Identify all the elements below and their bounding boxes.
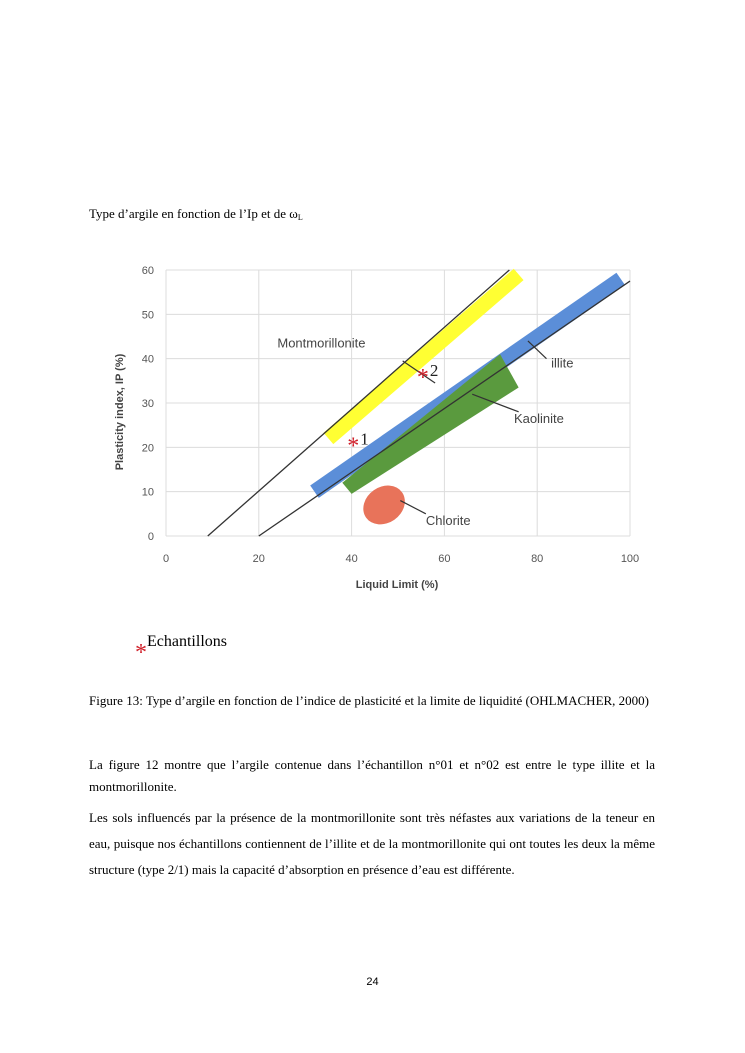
sample-label-1: 1 — [360, 429, 369, 449]
x-tick-label-100: 100 — [620, 553, 640, 565]
y-tick-label-50: 50 — [141, 309, 154, 322]
x-tick-label-20: 20 — [252, 553, 265, 565]
y-tick-label-20: 20 — [141, 442, 154, 455]
zone-label-illite: illite — [551, 355, 574, 371]
legend-label: Echantillons — [147, 633, 227, 650]
figure-caption: Figure 13: Type d’argile en fonction de l’indice de plasticité et la limite de liquidité (OHLMACHER, 2000) — [89, 693, 650, 708]
x-axis-label: Liquid Limit (%) — [355, 579, 439, 591]
y-tick-label-10: 10 — [141, 486, 154, 499]
sample-label-2: 2 — [429, 360, 439, 380]
zone-label-chlorite: Chlorite — [425, 512, 471, 528]
x-tick-label-60: 60 — [438, 553, 451, 565]
sample-marker-1: * — [347, 433, 360, 460]
y-axis-label: Plasticity index, IP (%) — [114, 353, 126, 471]
legend — [135, 626, 227, 666]
y-tick-label-30: 30 — [141, 398, 154, 410]
legend-star-icon: * — [135, 640, 147, 666]
y-tick-label-60: 60 — [141, 265, 154, 277]
y-tick-label-40: 40 — [141, 353, 154, 366]
chart-title-text: Type d’argile en fonction de l’Ip et de ω — [89, 206, 298, 221]
sample-marker-2: * — [416, 364, 429, 391]
zone-label-kaolinite: Kaolinite — [514, 410, 564, 426]
plasticity-chart — [100, 252, 660, 597]
x-tick-label-0: 0 — [162, 553, 170, 565]
y-tick-label-0: 0 — [147, 531, 154, 543]
page-number: 24 — [366, 976, 379, 988]
chart-title-subscript: L — [297, 213, 303, 222]
paragraph-1: La figure 12 montre que l’argile contenue dans l’échantillon n°01 et n°02 est entre le type illite et la montmorillonite. — [89, 757, 655, 794]
leader-chlorite — [400, 501, 426, 514]
x-tick-label-80: 80 — [531, 553, 544, 565]
paragraph-2: Les sols influencés par la présence de la montmorillonite sont très néfastes aux variations de la teneur en eau, puisque nos échantillons contiennent de l’illite et de la montmorillonite qui ont toutes les deux la même structure (type 2/1) mais la capacité d’absorption en présence d’eau est différente. — [89, 810, 655, 877]
chart-title — [89, 206, 303, 222]
x-tick-label-40: 40 — [345, 553, 358, 565]
zone-label-montmorillonite: Montmorillonite — [277, 335, 366, 351]
